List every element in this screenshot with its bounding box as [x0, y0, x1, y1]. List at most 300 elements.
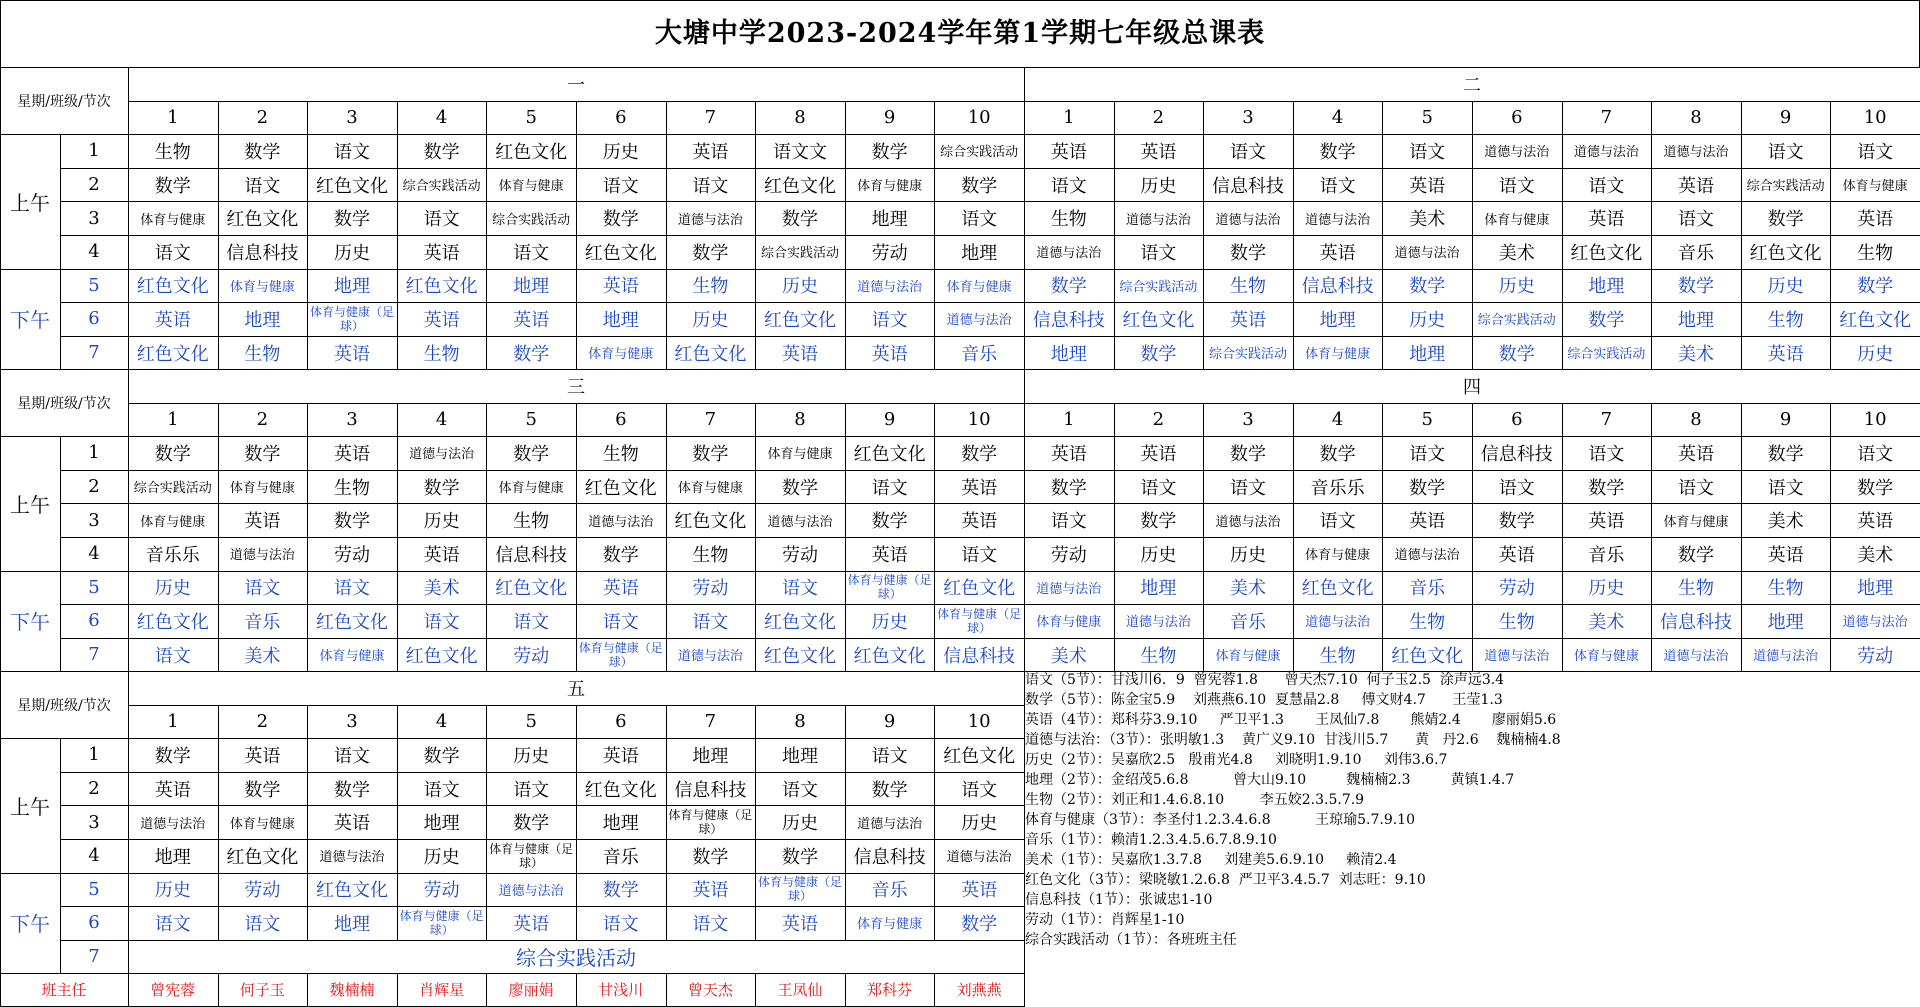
subject-cell: 道德与法治 [307, 839, 398, 874]
subject-cell: 劳动 [1472, 571, 1563, 606]
subject-cell: 生物 [1741, 302, 1832, 337]
subject-cell: 体育与健康 [934, 269, 1025, 304]
subject-cell: 劳动 [218, 873, 309, 908]
class-number: 3 [1203, 403, 1294, 438]
subject-cell: 地理 [307, 906, 398, 941]
class-number: 3 [1203, 101, 1294, 136]
class-number: 8 [755, 101, 846, 136]
subject-cell: 综合实践活动 [755, 235, 846, 270]
subject-cell: 体育与健康 [1293, 537, 1384, 572]
subject-cell: 综合实践活动 [397, 168, 488, 203]
subject-cell: 历史 [576, 134, 667, 169]
subject-cell: 生物 [1114, 638, 1205, 673]
subject-cell: 数学 [1741, 201, 1832, 236]
subject-cell: 生物 [1203, 269, 1294, 304]
class-number: 3 [307, 403, 398, 438]
subject-cell: 地理 [755, 738, 846, 773]
subject-cell: 信息科技 [1024, 302, 1115, 337]
subject-cell: 音乐 [576, 839, 667, 874]
subject-cell: 英语 [1741, 336, 1832, 371]
head-teacher-name: 何子玉 [218, 973, 309, 1007]
subject-cell: 英语 [218, 503, 309, 538]
subject-cell: 历史 [1562, 571, 1653, 606]
subject-cell: 体育与健康 [128, 503, 219, 538]
subject-cell: 数学 [845, 503, 936, 538]
subject-cell: 语文 [1651, 470, 1742, 505]
subject-cell: 数学 [307, 503, 398, 538]
subject-cell: 红色文化 [934, 571, 1025, 606]
class-number: 7 [1562, 101, 1653, 136]
subject-cell: 语文 [666, 906, 757, 941]
subject-cell: 道德与法治 [1651, 134, 1742, 169]
header-label: 星期/班级/节次 [0, 67, 129, 135]
subject-cell: 体育与健康（足球） [934, 604, 1025, 639]
subject-cell: 生物 [397, 336, 488, 371]
subject-cell: 红色文化 [1382, 638, 1473, 673]
subject-cell: 语文 [1114, 235, 1205, 270]
subject-cell: 语文 [307, 134, 398, 169]
subject-cell: 英语 [1293, 235, 1384, 270]
subject-cell: 美术 [1472, 235, 1563, 270]
subject-cell: 数学 [1472, 503, 1563, 538]
subject-cell: 英语 [845, 537, 936, 572]
subject-cell: 体育与健康 [1203, 638, 1294, 673]
subject-cell: 数学 [1651, 537, 1742, 572]
subject-cell: 语文 [1024, 503, 1115, 538]
subject-cell: 英语 [1741, 537, 1832, 572]
subject-cell: 信息科技 [486, 537, 577, 572]
subject-cell: 数学 [218, 134, 309, 169]
subject-cell: 语文 [755, 571, 846, 606]
subject-cell: 红色文化 [486, 134, 577, 169]
subject-cell: 道德与法治 [755, 503, 846, 538]
subject-cell: 红色文化 [755, 604, 846, 639]
subject-cell: 语文 [1830, 134, 1920, 169]
subject-cell: 红色文化 [1830, 302, 1920, 337]
subject-cell: 生物 [1293, 638, 1384, 673]
subject-cell: 语文 [934, 201, 1025, 236]
subject-cell: 语文 [486, 604, 577, 639]
subject-cell: 劳动 [486, 638, 577, 673]
period-number: 1 [60, 436, 129, 471]
subject-cell: 信息科技 [934, 638, 1025, 673]
subject-cell: 美术 [1024, 638, 1115, 673]
period-number: 7 [60, 336, 129, 371]
subject-cell: 红色文化 [1293, 571, 1384, 606]
note-line: 美术（1节）：吴嘉欣1.3.7.8 刘建美5.6.9.10 赖清2.4 [1025, 852, 1397, 868]
subject-cell: 体育与健康 [1024, 604, 1115, 639]
subject-cell: 数学 [218, 436, 309, 471]
head-teacher-label: 班主任 [0, 973, 129, 1007]
subject-cell: 语文 [1293, 503, 1384, 538]
subject-cell: 语文 [666, 168, 757, 203]
subject-cell: 地理 [1293, 302, 1384, 337]
period-number: 2 [60, 168, 129, 203]
note-line: 语文（5节）：甘浅川6．9 曾宪蓉1.8 曾天杰7.10 何子玉2.5 涂声远3.4 [1025, 672, 1505, 688]
subject-cell: 数学 [1114, 336, 1205, 371]
subject-cell: 信息科技 [845, 839, 936, 874]
subject-cell: 数学 [845, 772, 936, 807]
note-line: 英语（4节）：郑科芬3.9.10 严卫平1.3 王凤仙7.8 熊婧2.4 廖丽娟5.6 [1025, 712, 1557, 728]
subject-cell: 英语 [397, 302, 488, 337]
header-label: 星期/班级/节次 [0, 369, 129, 437]
subject-cell: 红色文化 [1114, 302, 1205, 337]
subject-cell: 信息科技 [218, 235, 309, 270]
subject-cell: 音乐乐 [1293, 470, 1384, 505]
day-header: 五 [128, 671, 1025, 706]
day-header: 四 [1024, 369, 1920, 404]
class-number: 4 [1293, 101, 1384, 136]
subject-cell: 语文 [1382, 134, 1473, 169]
subject-cell: 综合实践活动 [486, 201, 577, 236]
subject-cell: 红色文化 [397, 269, 488, 304]
class-number: 4 [397, 101, 488, 136]
morning-label: 上午 [0, 436, 61, 571]
subject-cell: 数学 [934, 436, 1025, 471]
afternoon-label: 下午 [0, 873, 61, 975]
head-teacher-name: 郑科芬 [845, 973, 936, 1007]
subject-cell: 数学 [1293, 436, 1384, 471]
class-number: 7 [666, 403, 757, 438]
subject-cell: 英语 [1651, 436, 1742, 471]
subject-cell: 红色文化 [666, 503, 757, 538]
subject-cell: 生物 [128, 134, 219, 169]
subject-cell: 历史 [397, 503, 488, 538]
subject-cell: 英语 [1114, 436, 1205, 471]
subject-cell: 体育与健康 [1651, 503, 1742, 538]
subject-cell: 数学 [486, 336, 577, 371]
subject-cell: 数学 [666, 436, 757, 471]
class-number: 1 [1024, 403, 1115, 438]
class-number: 4 [397, 403, 488, 438]
header-label: 星期/班级/节次 [0, 671, 129, 739]
period-number: 4 [60, 537, 129, 572]
subject-cell: 数学 [666, 235, 757, 270]
subject-cell: 音乐 [934, 336, 1025, 371]
period-number: 4 [60, 839, 129, 874]
subject-cell: 数学 [845, 134, 936, 169]
subject-cell: 体育与健康 [307, 638, 398, 673]
class-number: 10 [1830, 101, 1920, 136]
head-teacher-name: 肖辉星 [397, 973, 488, 1007]
class-number: 7 [666, 705, 757, 740]
subject-cell: 数学 [755, 470, 846, 505]
subject-cell: 英语 [1024, 436, 1115, 471]
subject-cell: 体育与健康（足球） [486, 839, 577, 874]
head-teacher-name: 甘浅川 [576, 973, 667, 1007]
subject-cell: 红色文化 [576, 470, 667, 505]
subject-cell: 体育与健康（足球） [307, 302, 398, 337]
subject-cell: 语文 [1562, 168, 1653, 203]
subject-cell: 生物 [666, 537, 757, 572]
subject-cell: 地理 [1651, 302, 1742, 337]
subject-cell: 历史 [1830, 336, 1920, 371]
subject-cell: 生物 [1741, 571, 1832, 606]
subject-cell: 数学 [755, 839, 846, 874]
subject-cell: 道德与法治 [845, 805, 936, 840]
class-number: 2 [218, 705, 309, 740]
subject-cell: 红色文化 [397, 638, 488, 673]
subject-cell: 数学 [307, 772, 398, 807]
subject-cell: 音乐 [1651, 235, 1742, 270]
subject-cell: 体育与健康 [218, 470, 309, 505]
subject-cell: 英语 [218, 738, 309, 773]
subject-cell: 信息科技 [1472, 436, 1563, 471]
subject-cell: 综合实践活动 [128, 470, 219, 505]
subject-cell: 道德与法治 [1293, 604, 1384, 639]
subject-cell: 体育与健康 [845, 906, 936, 941]
subject-cell: 道德与法治 [1651, 638, 1742, 673]
subject-cell: 历史 [128, 873, 219, 908]
subject-cell: 语文 [576, 168, 667, 203]
subject-cell: 语文 [1203, 470, 1294, 505]
subject-cell: 体育与健康 [1830, 168, 1920, 203]
subject-cell: 数学 [1024, 470, 1115, 505]
subject-cell: 历史 [486, 738, 577, 773]
subject-cell: 美术 [1830, 537, 1920, 572]
period-number: 7 [60, 638, 129, 673]
subject-cell: 体育与健康（足球） [666, 805, 757, 840]
subject-cell: 数学 [128, 738, 219, 773]
subject-cell: 红色文化 [307, 168, 398, 203]
subject-cell: 数学 [1830, 470, 1920, 505]
subject-cell: 历史 [1741, 269, 1832, 304]
subject-cell: 信息科技 [1651, 604, 1742, 639]
subject-cell: 地理 [576, 805, 667, 840]
subject-cell: 体育与健康（足球） [397, 906, 488, 941]
subject-cell: 英语 [576, 269, 667, 304]
subject-cell: 英语 [1114, 134, 1205, 169]
subject-cell: 数学 [307, 201, 398, 236]
subject-cell: 英语 [1024, 134, 1115, 169]
class-number: 2 [218, 101, 309, 136]
subject-cell: 英语 [934, 873, 1025, 908]
class-number: 6 [576, 705, 667, 740]
class-number: 1 [1024, 101, 1115, 136]
subject-cell: 地理 [1830, 571, 1920, 606]
subject-cell: 数学 [576, 873, 667, 908]
subject-cell: 语文文 [755, 134, 846, 169]
subject-cell: 美术 [1562, 604, 1653, 639]
class-number: 10 [934, 101, 1025, 136]
note-line: 历史（2节）：吴嘉欣2.5 殷甫光4.8 刘晓明1.9.10 刘伟3.6.7 [1025, 752, 1448, 768]
subject-cell: 英语 [397, 235, 488, 270]
subject-cell: 语文 [218, 906, 309, 941]
period-number: 6 [60, 906, 129, 941]
subject-cell: 体育与健康（足球） [845, 571, 936, 606]
subject-cell: 音乐 [1562, 537, 1653, 572]
subject-cell: 语文 [486, 772, 577, 807]
subject-cell: 语文 [934, 537, 1025, 572]
subject-cell: 地理 [218, 302, 309, 337]
subject-cell: 数学 [486, 436, 577, 471]
title-row [0, 0, 1920, 68]
subject-cell: 综合实践活动 [934, 134, 1025, 169]
class-number: 10 [934, 403, 1025, 438]
subject-cell: 体育与健康 [218, 805, 309, 840]
note-line: 信息科技（1节）：张诚忠1-10 [1025, 892, 1213, 908]
page-title: 大塘中学2023-2024学年第1学期七年级总课表 [654, 18, 1266, 49]
subject-cell: 英语 [1472, 537, 1563, 572]
subject-cell: 数学 [1741, 436, 1832, 471]
subject-cell: 生物 [1651, 571, 1742, 606]
subject-cell: 英语 [1651, 168, 1742, 203]
subject-cell: 生物 [486, 503, 577, 538]
subject-cell: 历史 [1203, 537, 1294, 572]
subject-cell: 道德与法治 [1203, 503, 1294, 538]
subject-cell: 历史 [397, 839, 488, 874]
subject-cell: 红色文化 [1562, 235, 1653, 270]
subject-cell: 历史 [128, 571, 219, 606]
class-number: 7 [1562, 403, 1653, 438]
subject-cell: 语文 [845, 302, 936, 337]
note-line: 劳动（1节）：肖辉星1-10 [1025, 912, 1185, 928]
subject-cell: 语文 [218, 168, 309, 203]
subject-cell: 历史 [1472, 269, 1563, 304]
period-number: 6 [60, 604, 129, 639]
class-number: 6 [1472, 101, 1563, 136]
subject-cell: 地理 [934, 235, 1025, 270]
subject-cell: 红色文化 [845, 436, 936, 471]
subject-cell: 历史 [755, 805, 846, 840]
subject-cell: 红色文化 [666, 336, 757, 371]
subject-cell: 英语 [307, 436, 398, 471]
subject-cell: 红色文化 [218, 201, 309, 236]
subject-cell: 信息科技 [666, 772, 757, 807]
subject-cell: 数学 [1382, 470, 1473, 505]
period-number: 5 [60, 873, 129, 908]
subject-cell: 数学 [397, 470, 488, 505]
morning-label: 上午 [0, 738, 61, 873]
subject-cell: 美术 [1203, 571, 1294, 606]
subject-cell: 语文 [128, 906, 219, 941]
class-number: 9 [845, 705, 936, 740]
subject-cell: 语文 [397, 201, 488, 236]
subject-cell: 语文 [307, 571, 398, 606]
subject-cell: 体育与健康 [1472, 201, 1563, 236]
subject-cell: 综合实践活动 [1472, 302, 1563, 337]
subject-cell: 英语 [666, 134, 757, 169]
activity-row: 综合实践活动 [128, 940, 1025, 975]
class-number: 9 [1741, 403, 1832, 438]
subject-cell: 生物 [307, 470, 398, 505]
subject-cell: 历史 [1114, 168, 1205, 203]
class-number: 10 [934, 705, 1025, 740]
head-teacher-name: 刘燕燕 [934, 973, 1025, 1007]
class-number: 4 [397, 705, 488, 740]
subject-cell: 数学 [666, 839, 757, 874]
subject-cell: 语文 [1293, 168, 1384, 203]
subject-cell: 劳动 [1024, 537, 1115, 572]
subject-cell: 英语 [1830, 201, 1920, 236]
subject-cell: 英语 [1203, 302, 1294, 337]
afternoon-label: 下午 [0, 571, 61, 673]
class-number: 2 [218, 403, 309, 438]
class-number: 6 [576, 101, 667, 136]
subject-cell: 体育与健康（足球） [576, 638, 667, 673]
subject-cell: 美术 [1741, 503, 1832, 538]
class-number: 9 [845, 403, 936, 438]
subject-cell: 劳动 [307, 537, 398, 572]
subject-cell: 音乐 [845, 873, 936, 908]
head-teacher-name: 魏楠楠 [307, 973, 398, 1007]
class-number: 10 [1830, 403, 1920, 438]
subject-cell: 生物 [576, 436, 667, 471]
subject-cell: 语文 [1472, 168, 1563, 203]
class-number: 2 [1114, 403, 1205, 438]
subject-cell: 数学 [1293, 134, 1384, 169]
period-number: 2 [60, 772, 129, 807]
period-number: 6 [60, 302, 129, 337]
subject-cell: 红色文化 [128, 269, 219, 304]
subject-cell: 红色文化 [755, 168, 846, 203]
subject-cell: 语文 [1203, 134, 1294, 169]
period-number: 3 [60, 805, 129, 840]
subject-cell: 地理 [1382, 336, 1473, 371]
subject-cell: 数学 [128, 168, 219, 203]
class-number: 6 [1472, 403, 1563, 438]
subject-cell: 英语 [307, 805, 398, 840]
subject-cell: 体育与健康 [845, 168, 936, 203]
subject-cell: 地理 [128, 839, 219, 874]
subject-cell: 语文 [1382, 436, 1473, 471]
subject-cell: 体育与健康 [1293, 336, 1384, 371]
subject-cell: 数学 [218, 772, 309, 807]
subject-cell: 历史 [845, 604, 936, 639]
subject-cell: 数学 [1562, 470, 1653, 505]
class-number: 5 [1382, 101, 1473, 136]
note-line: 红色文化（3节）：梁晓敏1.2.6.8 严卫平3.4.5.7 刘志旺：9.10 [1025, 872, 1426, 888]
head-teacher-name: 廖丽娟 [486, 973, 577, 1007]
subject-cell: 道德与法治 [1382, 537, 1473, 572]
subject-cell: 生物 [1382, 604, 1473, 639]
subject-cell: 数学 [755, 201, 846, 236]
subject-cell: 红色文化 [576, 235, 667, 270]
subject-cell: 数学 [397, 738, 488, 773]
subject-cell: 道德与法治 [576, 503, 667, 538]
day-header: 一 [128, 67, 1025, 102]
subject-cell: 道德与法治 [1562, 134, 1653, 169]
subject-cell: 道德与法治 [1293, 201, 1384, 236]
class-number: 8 [1651, 403, 1742, 438]
subject-cell: 语文 [218, 571, 309, 606]
subject-cell: 道德与法治 [128, 805, 219, 840]
subject-cell: 数学 [576, 201, 667, 236]
subject-cell: 美术 [1382, 201, 1473, 236]
period-number: 1 [60, 134, 129, 169]
subject-cell: 语文 [576, 604, 667, 639]
subject-cell: 道德与法治 [1024, 235, 1115, 270]
subject-cell: 红色文化 [218, 839, 309, 874]
subject-cell: 数学 [128, 436, 219, 471]
subject-cell: 英语 [128, 772, 219, 807]
subject-cell: 语文 [1114, 470, 1205, 505]
subject-cell: 语文 [397, 604, 488, 639]
head-teacher-name: 王凤仙 [755, 973, 846, 1007]
subject-cell: 体育与健康 [486, 168, 577, 203]
note-line: 数学（5节）：陈金宝5.9 刘燕燕6.10 夏慧晶2.8 傅文财4.7 王莹1.3 [1025, 692, 1503, 708]
class-number: 9 [1741, 101, 1832, 136]
class-number: 5 [486, 705, 577, 740]
subject-cell: 体育与健康 [576, 336, 667, 371]
subject-cell: 英语 [1382, 503, 1473, 538]
subject-cell: 道德与法治 [666, 638, 757, 673]
subject-cell: 道德与法治 [1830, 604, 1920, 639]
period-number: 3 [60, 201, 129, 236]
subject-cell: 语文 [666, 604, 757, 639]
class-number: 7 [666, 101, 757, 136]
subject-cell: 地理 [1024, 336, 1115, 371]
